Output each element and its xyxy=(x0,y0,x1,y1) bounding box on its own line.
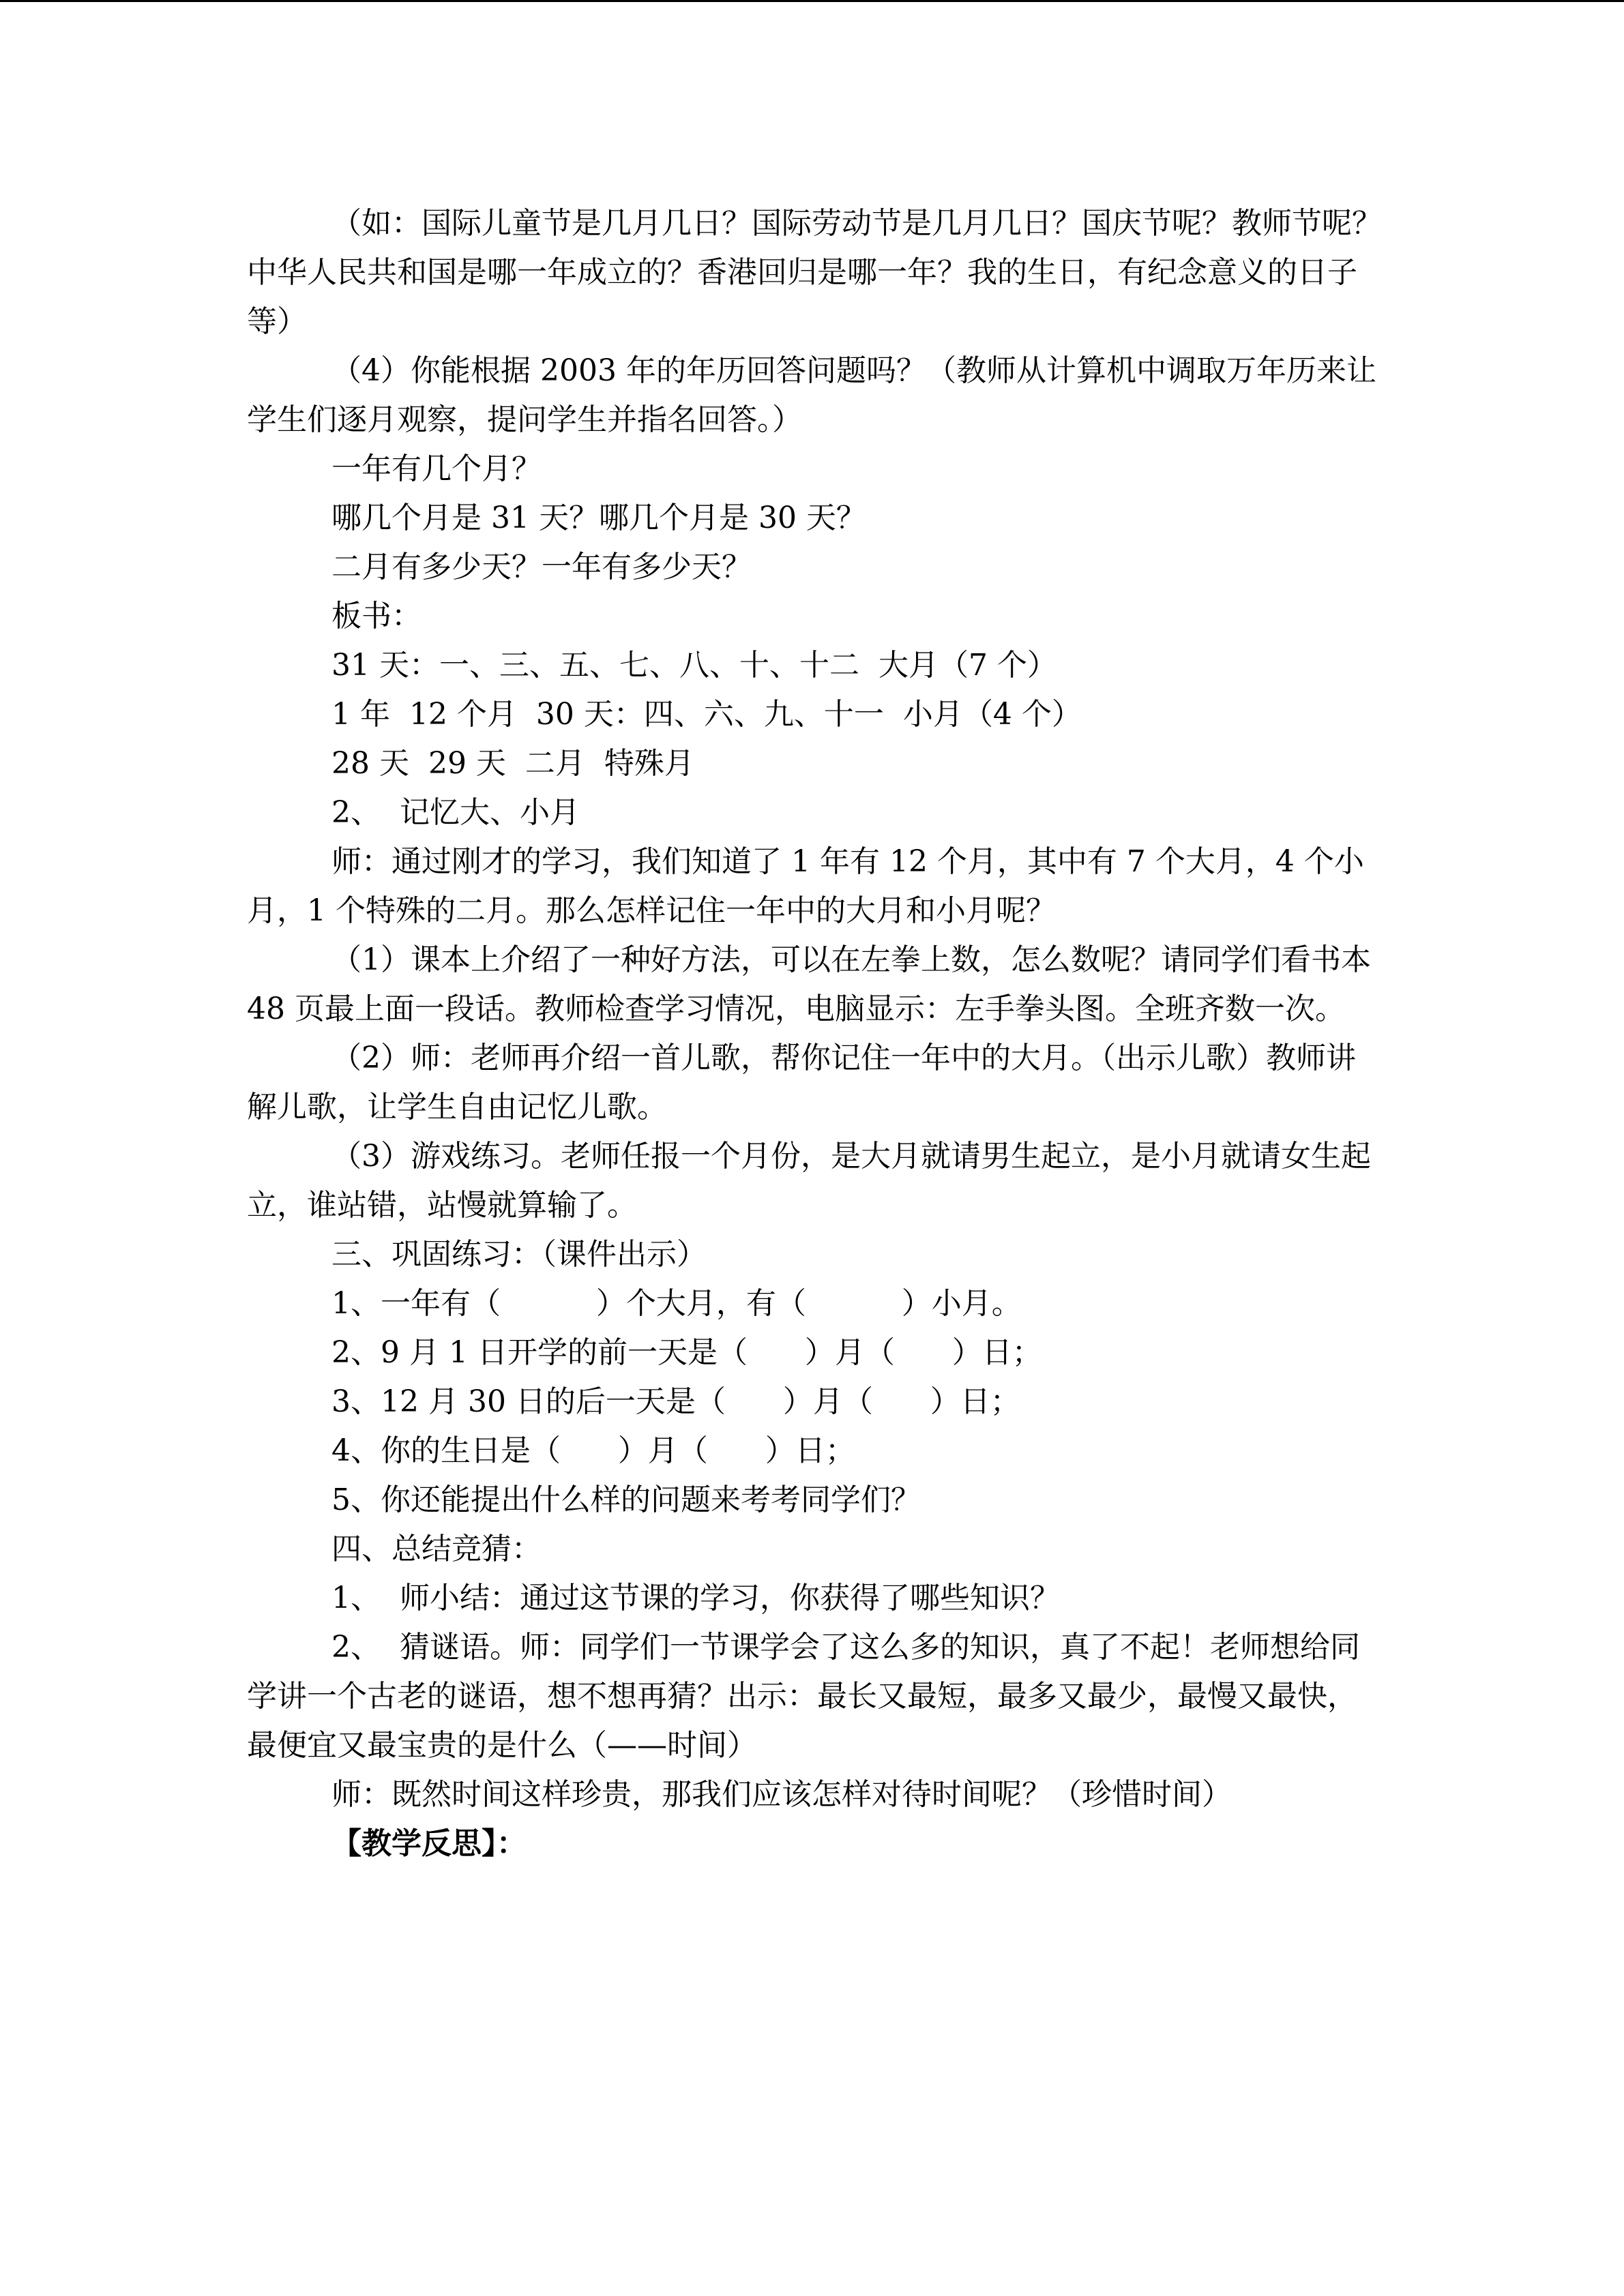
exercise-item-4: 4、你的生日是（ ）月（ ）日； xyxy=(331,1433,855,1468)
page-top-border xyxy=(0,0,1624,2)
document-body xyxy=(247,199,1383,1868)
paragraph-fist-method: （1）课本上介绍了一种好方法，可以在左拳上数，怎么数呢？请同学们看书本 48 页最上面一段话。教师检查学习情况，电脑显示：左手拳头图。全班齐数一次。 xyxy=(247,942,1381,1026)
paragraph-board-special-month: 28 天 29 天 二月 特殊月 xyxy=(331,746,694,781)
exercise-item-1: 1、一年有（ ）个大月，有（ ）小月。 xyxy=(331,1286,1022,1321)
paragraph-consolidation-heading: 三、巩固练习：（课件出示） xyxy=(331,1237,707,1272)
paragraph-teaching-reflection: 【教学反思】： xyxy=(331,1826,527,1861)
exercise-item-5: 5、你还能提出什么样的问题来考考同学们？ xyxy=(331,1482,921,1517)
paragraph-board-small-months: 1 年 12 个月 30 天：四、六、九、十一 小月（4 个） xyxy=(331,697,1082,732)
paragraph-board-big-months: 31 天：一、三、五、七、八、十、十二 大月（7 个） xyxy=(331,648,1057,683)
paragraph-cherish-time: 师：既然时间这样珍贵，那我们应该怎样对待时间呢？（珍惜时间） xyxy=(331,1777,1232,1812)
exercise-item-2: 2、9 月 1 日开学的前一天是（ ）月（ ）日； xyxy=(331,1335,1042,1370)
paragraph-teacher-conclusion: 1、 师小结：通过这节课的学习，你获得了哪些知识？ xyxy=(331,1581,1060,1615)
paragraph-31-30-days: 哪几个月是 31 天？哪几个月是 30 天？ xyxy=(331,501,866,535)
paragraph-game-practice: （3）游戏练习。老师任报一个月份，是大月就请男生起立，是小月就请女生起立，谁站错，站慢就算输了。 xyxy=(247,1139,1371,1223)
paragraph-board-heading: 板书： xyxy=(331,599,422,633)
paragraph-nursery-rhyme: （2）师：老师再介绍一首儿歌，帮你记住一年中的大月。（出示儿歌）教师讲解儿歌，让学生自由记忆儿歌。 xyxy=(247,1041,1356,1124)
paragraph-question-4: （4）你能根据 2003 年的年历回答问题吗？（教师从计算机中调取万年历来让学生们逐月观察，提问学生并指名回答。） xyxy=(247,353,1376,437)
paragraph-examples: （如：国际儿童节是几月几日？国际劳动节是几月几日？国庆节呢？教师节呢？中华人民共和国是哪一年成立的？香港回归是哪一年？我的生日，有纪念意义的日子等） xyxy=(247,206,1382,339)
paragraph-riddle: 2、 猜谜语。师：同学们一节课学会了这么多的知识，真了不起！老师想给同学讲一个古老的谜语，想不想再猜？出示：最长又最短，最多又最少，最慢又最快，最便宜又最宝贵的是什么（——时间） xyxy=(247,1630,1360,1763)
paragraph-february-days: 二月有多少天？一年有多少天？ xyxy=(331,550,752,584)
exercise-item-3: 3、12 月 30 日的后一天是（ ）月（ ）日； xyxy=(331,1384,1020,1419)
paragraph-summary-heading: 四、总结竞猜： xyxy=(331,1532,542,1566)
paragraph-months-count: 一年有几个月？ xyxy=(331,451,542,486)
paragraph-memory-heading: 2、 记忆大、小月 xyxy=(331,795,580,830)
paragraph-teacher-summary: 师：通过刚才的学习，我们知道了 1 年有 12 个月，其中有 7 个大月，4 个小月，1 个特殊的二月。那么怎样记住一年中的大月和小月呢？ xyxy=(247,844,1364,928)
